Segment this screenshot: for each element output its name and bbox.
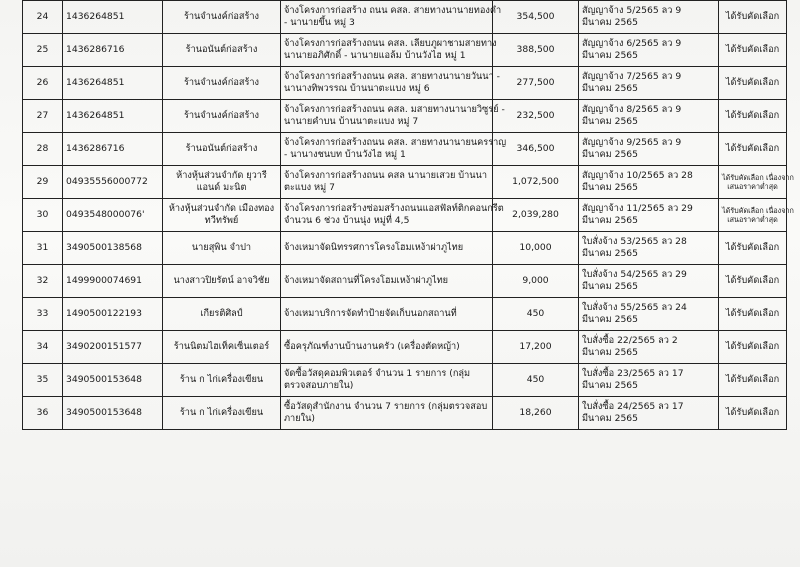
- description-cell: [281, 100, 505, 133]
- reference-cell-text: มีนาคม 2565: [582, 116, 638, 127]
- reference-cell-text: มีนาคม 2565: [582, 182, 638, 193]
- row-number-cell: [23, 265, 63, 298]
- reference-cell-text: ใบสั่งจ้าง 53/2565 ลว 28: [582, 235, 687, 247]
- vendor-cell: [163, 67, 281, 100]
- result-cell: [719, 199, 794, 232]
- reference-cell: [579, 397, 719, 430]
- description-cell-text: ซื้อวัสดุสำนักงาน จำนวน 7 รายการ (กลุ่มตรวจสอบ: [284, 400, 488, 412]
- row-number-cell: [23, 199, 63, 232]
- table-row: [23, 331, 787, 364]
- tax-id-cell: [63, 364, 163, 397]
- vendor-cell: [163, 331, 281, 364]
- amount-cell: [493, 34, 579, 67]
- row-number-cell-text: 30: [36, 208, 49, 220]
- reference-cell-text: ใบสั่งจ้าง 55/2565 ลว 24: [582, 301, 687, 313]
- amount-cell: [493, 100, 579, 133]
- vendor-cell-text: ร้านจำนงค์ก่อสร้าง: [183, 109, 260, 121]
- row-number-cell-text: 34: [36, 340, 49, 352]
- vendor-cell: [163, 232, 281, 265]
- reference-cell: [579, 199, 719, 232]
- row-number-cell: [23, 1, 63, 34]
- result-cell: [719, 331, 787, 364]
- tax-id-cell: [63, 298, 163, 331]
- description-cell-text: จ้างโครงการก่อสร้างถนน คสล. เลียบภูผาชามสายทาง: [284, 37, 497, 49]
- amount-cell: [493, 265, 579, 298]
- description-cell-text: นานายอภิศักดิ์ - นานายแอล้ม บ้านวังไฮ หมู่ 1: [284, 50, 466, 61]
- description-cell-text: นานางทิพวรรณ บ้านนาตะแบง หมู่ 6: [284, 83, 430, 94]
- result-cell-text: ได้รับคัดเลือก: [725, 307, 780, 319]
- vendor-cell-text: ห้างหุ้นส่วนจำกัด เมืองทอง ทวีทรัพย์: [168, 202, 275, 226]
- table-row: [23, 166, 787, 199]
- vendor-cell-text: ร้านอนันต์ก่อสร้าง: [185, 142, 258, 154]
- reference-cell: [579, 364, 719, 397]
- description-cell-text: ตรวจสอบภายใน): [284, 380, 354, 391]
- vendor-cell-text: ร้านจำนงค์ก่อสร้าง: [183, 10, 260, 22]
- description-cell-text: จ้างโครงการก่อสร้างซ่อมสร้างถนนแอสฟัลท์ติกคอนกรีต: [284, 202, 504, 214]
- tax-id-cell-text: 1436264851: [66, 109, 125, 121]
- table-row: [23, 364, 787, 397]
- vendor-cell: [163, 1, 281, 34]
- description-cell-text: จำนวน 6 ช่วง บ้านนุ่ง หมู่ที่ 4,5: [284, 215, 410, 226]
- reference-cell: [579, 331, 719, 364]
- vendor-cell-text: เกียรติศิลป์: [200, 307, 243, 319]
- tax-id-cell: [63, 100, 163, 133]
- reference-cell: [579, 298, 719, 331]
- vendor-cell: [163, 100, 281, 133]
- row-number-cell: [23, 298, 63, 331]
- vendor-cell: [163, 199, 281, 232]
- tax-id-cell-text: 1436264851: [66, 10, 125, 22]
- tax-id-cell: [63, 265, 163, 298]
- row-number-cell: [23, 67, 63, 100]
- result-cell: [719, 364, 787, 397]
- description-cell-text: จ้างโครงการก่อสร้างถนน คสล. มสายทางนานายวิซูรย์ -: [284, 103, 505, 115]
- tax-id-cell-text: 1436264851: [66, 76, 125, 88]
- row-number-cell: [23, 364, 63, 397]
- row-number-cell: [23, 166, 63, 199]
- result-cell-text: ได้รับคัดเลือก: [725, 241, 780, 253]
- amount-cell: [493, 166, 579, 199]
- description-cell-text: จ้างโครงการก่อสร้าง ถนน คสล. สายทางนานายทองคำ: [284, 4, 502, 16]
- tax-id-cell: [63, 397, 163, 430]
- amount-cell-text: 354,500: [516, 10, 555, 22]
- tax-id-cell-text: 0493548000076': [66, 208, 145, 220]
- vendor-cell-text: ร้านนิตมไฮเท็คเซ็นเตอร์: [173, 340, 270, 352]
- amount-cell-text: 450: [526, 373, 545, 385]
- result-cell-text: ได้รับคัดเลือก: [725, 373, 780, 385]
- reference-cell-text: มีนาคม 2565: [582, 83, 638, 94]
- tax-id-cell: [63, 67, 163, 100]
- row-number-cell-text: 32: [36, 274, 49, 286]
- amount-cell-text: 17,200: [519, 340, 552, 352]
- reference-cell: [579, 67, 719, 100]
- amount-cell-text: 9,000: [522, 274, 549, 286]
- row-number-cell-text: 36: [36, 406, 49, 418]
- row-number-cell-text: 33: [36, 307, 49, 319]
- amount-cell-text: 2,039,280: [512, 208, 559, 220]
- row-number-cell-text: 35: [36, 373, 49, 385]
- result-cell-text: ได้รับคัดเลือก: [725, 274, 780, 286]
- description-cell-text: ตะแบง หมู่ 7: [284, 182, 335, 193]
- reference-cell-text: สัญญาจ้าง 8/2565 ลว 9: [582, 103, 682, 115]
- result-cell-text: ได้รับคัดเลือก: [725, 10, 780, 22]
- vendor-cell: [163, 133, 281, 166]
- tax-id-cell: [63, 331, 163, 364]
- result-cell-text: เสนอราคาต่ำสุด: [727, 215, 778, 224]
- description-cell-text: จ้างเหมาจัดสถานที่โครงโฮมเหง้าผ่าภูไทย: [284, 274, 449, 286]
- reference-cell: [579, 265, 719, 298]
- result-cell: [719, 100, 787, 133]
- result-cell: [719, 265, 787, 298]
- reference-cell-text: ใบสั่งซื้อ 24/2565 ลว 17: [582, 400, 684, 412]
- row-number-cell: [23, 397, 63, 430]
- result-cell: [719, 34, 787, 67]
- result-cell: [719, 232, 787, 265]
- result-cell-text: ได้รับคัดเลือก: [725, 76, 780, 88]
- vendor-cell-text: ร้าน ก ไก่เครื่องเขียน: [179, 406, 264, 418]
- amount-cell: [493, 1, 579, 34]
- description-cell-text: นานายคำบน บ้านนาตะแบง หมู่ 7: [284, 116, 419, 127]
- tax-id-cell: [63, 232, 163, 265]
- table-row: [23, 67, 787, 100]
- description-cell-text: จ้างโครงการก่อสร้างถนน คสล. สายทางนานายวันนา -: [284, 70, 500, 82]
- result-cell-text: ได้รับคัดเลือก: [725, 109, 780, 121]
- description-cell-text: จ้างโครงการก่อสร้างถนน คสล. สายทางนานายนครราญ: [284, 136, 507, 148]
- tax-id-cell-text: 1499900074691: [66, 274, 142, 286]
- reference-cell-text: มีนาคม 2565: [582, 314, 638, 325]
- table-row: [23, 100, 787, 133]
- vendor-cell: [163, 34, 281, 67]
- result-cell-text: ได้รับคัดเลือก: [725, 340, 780, 352]
- result-cell-text: ได้รับคัดเลือก: [725, 142, 780, 154]
- reference-cell-text: ใบสั่งจ้าง 54/2565 ลว 29: [582, 268, 687, 280]
- row-number-cell: [23, 232, 63, 265]
- vendor-cell-text: ร้าน ก ไก่เครื่องเขียน: [179, 373, 264, 385]
- description-cell: [281, 166, 493, 199]
- vendor-cell-text: ห้างหุ้นส่วนจำกัด ยุวารี แอนด์ มะนิต: [176, 169, 267, 193]
- reference-cell: [579, 34, 719, 67]
- result-cell: [719, 1, 787, 34]
- row-number-cell-text: 28: [36, 142, 49, 154]
- description-cell: [281, 331, 493, 364]
- description-cell: [281, 67, 500, 100]
- procurement-table: [22, 0, 794, 430]
- reference-cell: [579, 1, 719, 34]
- amount-cell: [493, 298, 579, 331]
- description-cell: [281, 133, 507, 166]
- vendor-cell-text: นางสาวปิยรัตน์ อาจวิชัย: [173, 274, 270, 286]
- row-number-cell: [23, 34, 63, 67]
- result-cell: [719, 397, 787, 430]
- row-number-cell-text: 25: [36, 43, 49, 55]
- description-cell: [281, 397, 493, 430]
- table-row: [23, 265, 787, 298]
- tax-id-cell: [63, 199, 163, 232]
- vendor-cell: [163, 166, 281, 199]
- vendor-cell: [163, 265, 281, 298]
- table-body: [23, 1, 794, 430]
- row-number-cell: [23, 133, 63, 166]
- description-cell-text: ซื้อครุภัณฑ์งานบ้านงานครัว (เครื่องตัดหญ้า): [284, 340, 460, 352]
- description-cell-text: ภายใน): [284, 413, 315, 424]
- reference-cell: [579, 133, 719, 166]
- table-row: [23, 34, 787, 67]
- tax-id-cell: [63, 166, 163, 199]
- row-number-cell: [23, 100, 63, 133]
- reference-cell-text: มีนาคม 2565: [582, 50, 638, 61]
- tax-id-cell: [63, 133, 163, 166]
- vendor-cell: [163, 364, 281, 397]
- description-cell-text: จ้างเหมาจัดนิทรรศการโครงโฮมเหง้าผ่าภูไทย: [284, 241, 464, 253]
- amount-cell: [493, 397, 579, 430]
- tax-id-cell: [63, 1, 163, 34]
- amount-cell-text: 232,500: [516, 109, 555, 121]
- description-cell: [281, 265, 493, 298]
- reference-cell-text: สัญญาจ้าง 7/2565 ลว 9: [582, 70, 682, 82]
- description-cell: [281, 364, 493, 397]
- result-cell: [719, 166, 794, 199]
- description-cell-text: - นานายขึ้น หมู่ 3: [284, 17, 355, 28]
- amount-cell-text: 346,500: [516, 142, 555, 154]
- reference-cell-text: สัญญาจ้าง 5/2565 ลว 9: [582, 4, 682, 16]
- amount-cell: [493, 199, 579, 232]
- vendor-cell: [163, 298, 281, 331]
- tax-id-cell-text: 3490500138568: [66, 241, 142, 253]
- description-cell: [281, 1, 502, 34]
- result-cell-text: เสนอราคาต่ำสุด: [727, 182, 778, 191]
- row-number-cell: [23, 331, 63, 364]
- reference-cell-text: มีนาคม 2565: [582, 380, 638, 391]
- description-cell-text: จ้างเหมาบริการจัดทำป้ายจัดเก็บนอกสถานที่: [284, 307, 457, 319]
- description-cell-text: จัดซื้อวัสดุคอมพิวเตอร์ จำนวน 1 รายการ (กลุ่ม: [284, 367, 471, 379]
- reference-cell-text: สัญญาจ้าง 10/2565 ลว 28: [582, 169, 693, 181]
- reference-cell-text: มีนาคม 2565: [582, 17, 638, 28]
- reference-cell-text: มีนาคม 2565: [582, 281, 638, 292]
- result-cell-text: ได้รับคัดเลือก เนื่องจาก: [722, 172, 794, 182]
- amount-cell-text: 277,500: [516, 76, 555, 88]
- reference-cell-text: มีนาคม 2565: [582, 215, 638, 226]
- reference-cell-text: มีนาคม 2565: [582, 248, 638, 259]
- result-cell: [719, 67, 787, 100]
- reference-cell-text: สัญญาจ้าง 6/2565 ลว 9: [582, 37, 682, 49]
- row-number-cell-text: 26: [36, 76, 49, 88]
- amount-cell-text: 1,072,500: [512, 175, 559, 187]
- result-cell: [719, 298, 787, 331]
- description-cell: [281, 199, 504, 232]
- tax-id-cell-text: 1490500122193: [66, 307, 142, 319]
- amount-cell: [493, 364, 579, 397]
- table-row: [23, 133, 787, 166]
- reference-cell: [579, 166, 719, 199]
- table-row: [23, 232, 787, 265]
- table-row: [23, 1, 787, 34]
- result-cell-text: ได้รับคัดเลือก: [725, 43, 780, 55]
- description-cell: [281, 232, 493, 265]
- amount-cell: [493, 232, 579, 265]
- tax-id-cell-text: 3490500153648: [66, 406, 142, 418]
- description-cell-text: - นานางชนบท บ้านวังไฮ หมู่ 1: [284, 149, 406, 160]
- reference-cell: [579, 232, 719, 265]
- table-row: [23, 199, 787, 232]
- tax-id-cell-text: 04935556000772: [66, 175, 148, 187]
- amount-cell-text: 18,260: [519, 406, 552, 418]
- amount-cell-text: 388,500: [516, 43, 555, 55]
- reference-cell-text: มีนาคม 2565: [582, 347, 638, 358]
- reference-cell-text: มีนาคม 2565: [582, 413, 638, 424]
- row-number-cell-text: 29: [36, 175, 49, 187]
- reference-cell-text: มีนาคม 2565: [582, 149, 638, 160]
- result-cell: [719, 133, 787, 166]
- reference-cell: [579, 100, 719, 133]
- tax-id-cell-text: 1436286716: [66, 142, 125, 154]
- reference-cell-text: ใบสั่งซื้อ 22/2565 ลว 2: [582, 334, 678, 346]
- description-cell: [281, 298, 493, 331]
- row-number-cell-text: 27: [36, 109, 49, 121]
- table-row: [23, 298, 787, 331]
- vendor-cell-text: ร้านจำนงค์ก่อสร้าง: [183, 76, 260, 88]
- vendor-cell-text: ร้านอนันต์ก่อสร้าง: [185, 43, 258, 55]
- vendor-cell-text: นายสุพิน จำปา: [191, 241, 252, 253]
- description-cell-text: จ้างโครงการก่อสร้างถนน คสล นานายเสวย บ้านนา: [284, 169, 487, 181]
- tax-id-cell-text: 1436286716: [66, 43, 125, 55]
- amount-cell: [493, 67, 579, 100]
- reference-cell-text: สัญญาจ้าง 9/2565 ลว 9: [582, 136, 682, 148]
- result-cell-text: ได้รับคัดเลือก เนื่องจาก: [722, 205, 794, 215]
- reference-cell-text: ใบสั่งซื้อ 23/2565 ลว 17: [582, 367, 684, 379]
- result-cell-text: ได้รับคัดเลือก: [725, 406, 780, 418]
- vendor-cell: [163, 397, 281, 430]
- reference-cell-text: สัญญาจ้าง 11/2565 ลว 29: [582, 202, 693, 214]
- tax-id-cell-text: 3490500153648: [66, 373, 142, 385]
- amount-cell: [493, 331, 579, 364]
- table-row: [23, 397, 787, 430]
- row-number-cell-text: 24: [36, 10, 49, 22]
- description-cell: [281, 34, 497, 67]
- tax-id-cell-text: 3490200151577: [66, 340, 142, 352]
- tax-id-cell: [63, 34, 163, 67]
- amount-cell-text: 10,000: [519, 241, 552, 253]
- row-number-cell-text: 31: [36, 241, 49, 253]
- amount-cell-text: 450: [526, 307, 545, 319]
